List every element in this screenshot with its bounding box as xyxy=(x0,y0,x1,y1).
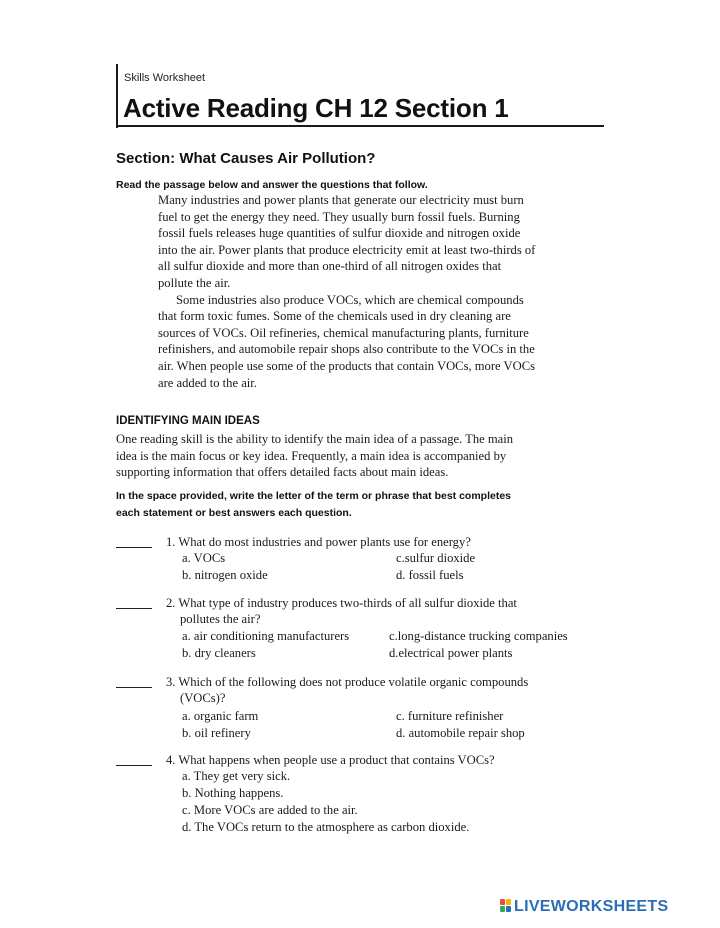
passage-line: that form toxic fumes. Some of the chemicals used in dry cleaning are xyxy=(158,309,511,324)
option-c: c.sulfur dioxide xyxy=(396,551,476,565)
option-d: d.electrical power plants xyxy=(389,646,513,660)
option-a: a. organic farm xyxy=(182,709,259,723)
passage-line: air. When people use some of the products that contain VOCs, more VOCs xyxy=(158,358,536,373)
answer-instruction xyxy=(116,488,616,522)
option-b: b. oil refinery xyxy=(182,726,251,740)
answer-instruction-line: In the space provided, write the letter of the term or phrase that best completes xyxy=(116,490,512,502)
question-stem-cont: pollutes the air? xyxy=(180,612,261,626)
liveworksheets-logo xyxy=(500,898,668,916)
passage-line: fuel to get the energy they need. They usually burn fossil fuels. Burning xyxy=(158,209,520,224)
logo-text: LIVEWORKSHEETS xyxy=(514,898,669,915)
question-stem-cont: (VOCs)? xyxy=(180,691,226,705)
option-c: c. furniture refinisher xyxy=(396,709,504,723)
question-stem: 1. What do most industries and power plants use for energy? xyxy=(166,535,471,549)
main-ideas-heading: IDENTIFYING MAIN IDEAS xyxy=(116,415,260,427)
option-b: b. Nothing happens. xyxy=(182,786,284,800)
main-ideas-line: supporting information that offers detailed facts about main ideas. xyxy=(116,465,449,480)
answer-instruction-line: each statement or best answers each question. xyxy=(116,507,352,519)
worksheet-kicker: Skills Worksheet xyxy=(124,72,206,84)
answer-blank-3[interactable] xyxy=(116,687,152,688)
question-stem: 3. Which of the following does not produce volatile organic compounds xyxy=(166,675,529,689)
passage-line: refinishers, and automobile repair shops also contribute to the VOCs in the xyxy=(158,342,535,357)
section-title: Section: What Causes Air Pollution? xyxy=(116,150,376,167)
passage-line: pollute the air. xyxy=(158,275,231,290)
passage-line: Some industries also produce VOCs, which are chemical compounds xyxy=(176,292,524,307)
answer-blank-1[interactable] xyxy=(116,547,152,548)
reading-passage xyxy=(158,192,604,391)
option-b: b. nitrogen oxide xyxy=(182,568,268,582)
main-ideas-line: One reading skill is the ability to identify the main idea of a passage. The main xyxy=(116,432,514,446)
option-c: c.long-distance trucking companies xyxy=(389,629,568,643)
main-ideas-line: idea is the main focus or key idea. Frequently, a main idea is accompanied by xyxy=(116,448,507,463)
option-b: b. dry cleaners xyxy=(182,646,256,660)
passage-line: into the air. Power plants that produce electricity emit at least two-thirds of xyxy=(158,242,536,257)
passage-line: sources of VOCs. Oil refineries, chemical manufacturing plants, furniture xyxy=(158,325,529,340)
liveworksheets-logo-icon xyxy=(500,899,512,913)
option-d: d. fossil fuels xyxy=(396,568,464,582)
option-c: c. More VOCs are added to the air. xyxy=(182,803,358,817)
main-ideas-text xyxy=(116,431,606,481)
answer-blank-4[interactable] xyxy=(116,765,152,766)
option-a: a. air conditioning manufacturers xyxy=(182,629,350,643)
passage-line: fossil fuels releases huge quantities of sulfur dioxide and nitrogen oxide xyxy=(158,226,521,241)
passage-line: all sulfur dioxide and more than one-third of all nitrogen oxides that xyxy=(158,259,502,274)
passage-line: are added to the air. xyxy=(158,375,257,390)
header-bottom-rule xyxy=(116,125,604,127)
question-stem: 2. What type of industry produces two-thirds of all sulfur dioxide that xyxy=(166,596,517,610)
option-d: d. automobile repair shop xyxy=(396,726,525,740)
page-title: Active Reading CH 12 Section 1 xyxy=(123,93,509,123)
passage-instruction: Read the passage below and answer the questions that follow. xyxy=(116,179,428,191)
passage-line: Many industries and power plants that generate our electricity must burn xyxy=(158,193,524,207)
option-d: d. The VOCs return to the atmosphere as carbon dioxide. xyxy=(182,820,470,834)
option-a: a. VOCs xyxy=(182,551,226,565)
question-stem: 4. What happens when people use a product that contains VOCs? xyxy=(166,753,495,767)
answer-blank-2[interactable] xyxy=(116,608,152,609)
option-a: a. They get very sick. xyxy=(182,769,291,783)
